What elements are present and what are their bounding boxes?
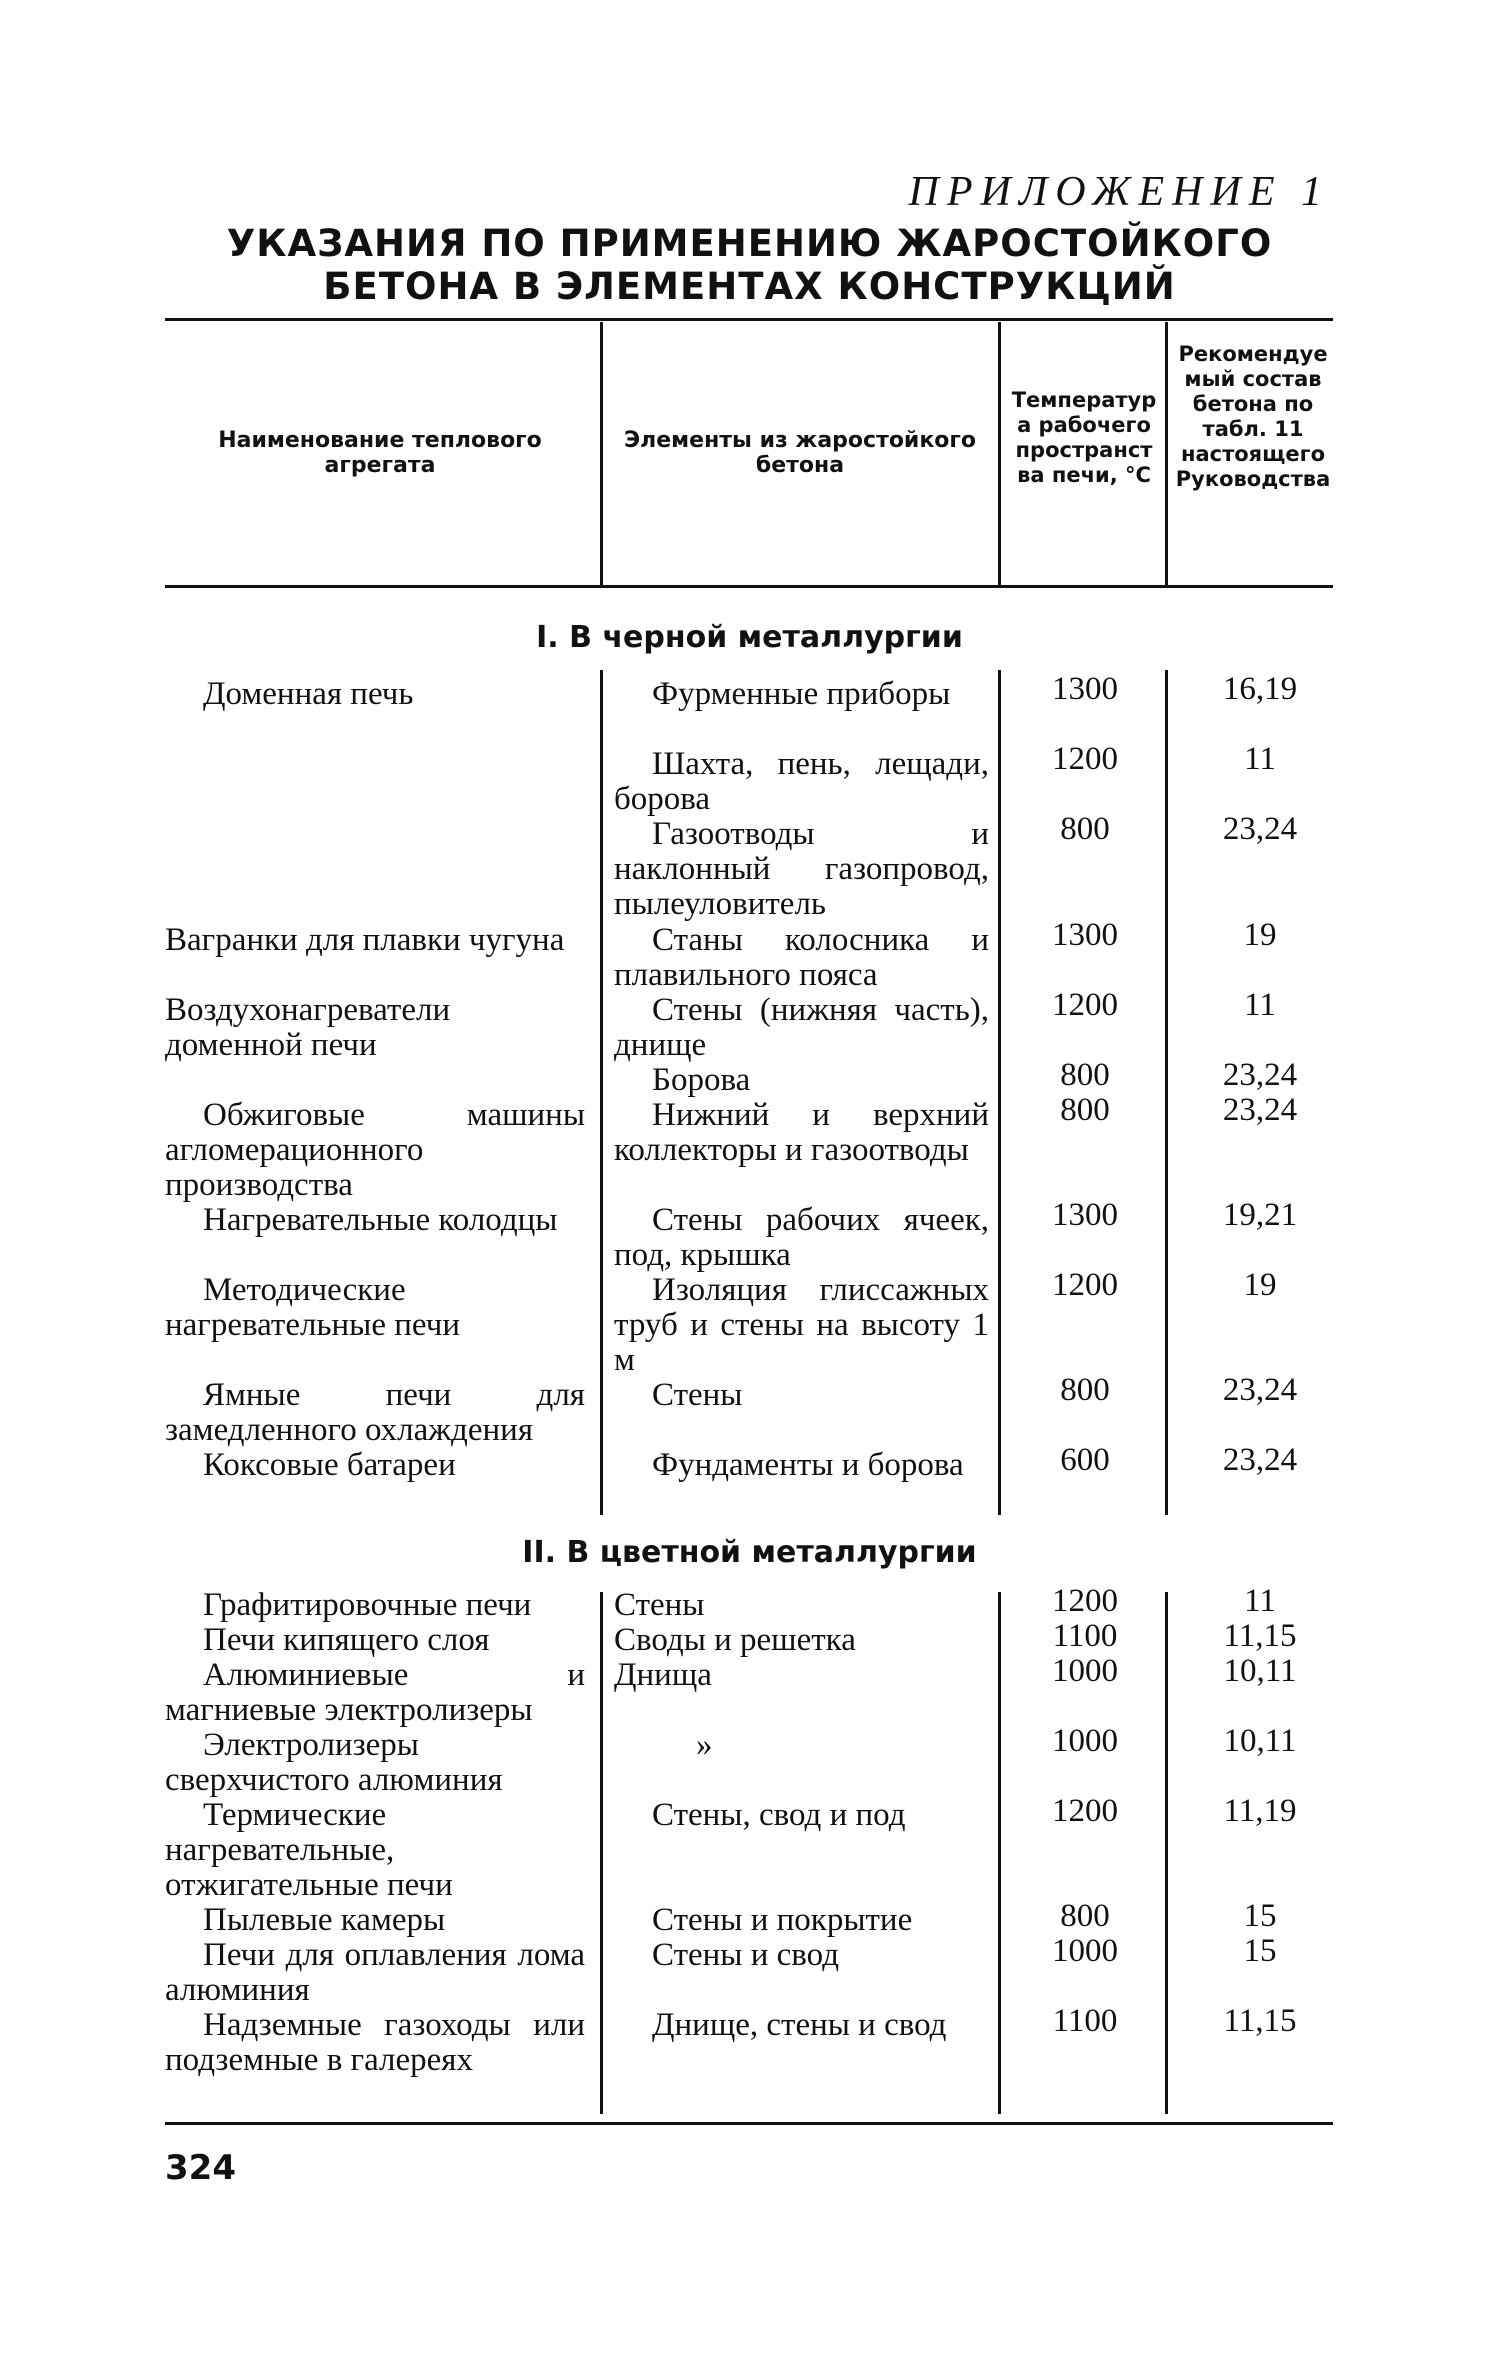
row-temperature: 1000	[1052, 1723, 1118, 1759]
row-element: Днище, стены и свод	[652, 2007, 947, 2043]
section2-divider-2	[998, 1592, 1001, 2114]
row-temperature: 1300	[1052, 1197, 1118, 1233]
row-name: Термические нагревательные, отжигательные печи	[165, 1797, 453, 1903]
row-temperature: 1100	[1052, 2003, 1118, 2039]
row-name: Воздухонагреватели доменной печи	[165, 992, 451, 1063]
section2-divider-1	[600, 1592, 603, 2114]
section1-divider-2	[998, 670, 1001, 1515]
row-composition: 23,24	[1222, 811, 1298, 847]
row-element: Изоляция глиссажных труб и стены на высоту 1 м	[614, 1272, 989, 1378]
row-composition: 15	[1243, 1898, 1277, 1934]
row-temperature: 1200	[1052, 1267, 1118, 1303]
row-temperature: 1200	[1052, 987, 1118, 1023]
row-composition: 11	[1244, 1583, 1276, 1619]
appendix-label: ПРИЛОЖЕНИЕ 1	[908, 169, 1330, 215]
row-element: Фурменные приборы	[652, 676, 951, 712]
row-name: Электролизеры сверхчистого алюминия	[165, 1727, 503, 1798]
row-name: Печи кипящего слоя	[203, 1622, 490, 1658]
column-header-elements: Элементы из жаростойкого бетона	[623, 428, 977, 478]
section1-divider-1	[600, 670, 603, 1515]
row-temperature: 1000	[1052, 1653, 1118, 1689]
row-composition: 23,24	[1222, 1372, 1298, 1408]
row-composition: 15	[1243, 1933, 1277, 1969]
row-composition: 19,21	[1222, 1197, 1298, 1233]
row-name: Алюминиевые и магниевые электролизеры	[165, 1657, 585, 1728]
row-temperature: 1000	[1052, 1933, 1118, 1969]
row-temperature: 800	[1060, 1057, 1110, 1093]
header-divider-2	[998, 322, 1001, 585]
page-title-line1: УКАЗАНИЯ ПО ПРИМЕНЕНИЮ ЖАРОСТОЙКОГО	[226, 222, 1273, 265]
row-element: Стены	[652, 1377, 743, 1413]
row-composition: 11,15	[1223, 2003, 1297, 2039]
page-number: 324	[165, 2148, 236, 2188]
row-temperature: 1300	[1052, 671, 1118, 707]
row-composition: 23,24	[1222, 1442, 1298, 1478]
row-element: Своды и решетка	[614, 1622, 856, 1658]
row-element: Стены и покрытие	[652, 1902, 913, 1938]
row-element: Фундаменты и борова	[652, 1447, 964, 1483]
row-element: Нижний и верхний коллекторы и газоотводы	[614, 1097, 989, 1168]
row-element: Днища	[614, 1657, 712, 1693]
header-divider-3	[1165, 322, 1168, 585]
row-element: Стены	[614, 1587, 705, 1623]
table-header-rule	[165, 585, 1333, 588]
row-element: Газоотводы и наклонный газопровод, пылеуловитель	[614, 816, 989, 922]
header-divider-1	[600, 322, 603, 585]
row-element: Стены, свод и под	[652, 1797, 906, 1833]
column-header-name: Наименование теплового агрегата	[218, 428, 542, 478]
row-element: Станы колосника и плавильного пояса	[614, 922, 989, 993]
row-element: Стены и свод	[652, 1937, 839, 1973]
row-name: Доменная печь	[203, 676, 414, 712]
table-top-rule	[165, 318, 1333, 321]
row-temperature: 800	[1060, 811, 1110, 847]
column-header-temperature: Температура рабочего пространства печи, °С	[1011, 388, 1157, 487]
row-name: Печи для оплавления лома алюминия	[165, 1937, 585, 2008]
row-temperature: 1200	[1052, 1793, 1118, 1829]
row-name: Надземные газоходы или подземные в галереях	[165, 2007, 585, 2078]
section-title-ferrous: I. В черной металлургии	[536, 620, 963, 655]
section2-divider-3	[1165, 1592, 1168, 2114]
row-element: Стены рабочих ячеек, под, крышка	[614, 1202, 989, 1273]
row-composition: 19	[1243, 1267, 1277, 1303]
row-element: Стены (нижняя часть), днище	[614, 992, 989, 1063]
row-name: Ямные печи для замедленного охлаждения	[165, 1377, 585, 1448]
row-temperature: 1100	[1052, 1618, 1118, 1654]
row-composition: 11,19	[1223, 1793, 1297, 1829]
row-temperature: 600	[1060, 1442, 1110, 1478]
row-temperature: 1300	[1052, 917, 1118, 953]
row-temperature: 800	[1060, 1372, 1110, 1408]
section-title-nonferrous: II. В цветной металлургии	[522, 1535, 977, 1570]
row-element: Борова	[652, 1062, 751, 1098]
table-bottom-rule	[165, 2122, 1333, 2125]
section1-divider-3	[1165, 670, 1168, 1515]
row-temperature: 800	[1060, 1092, 1110, 1128]
row-temperature: 800	[1060, 1898, 1110, 1934]
row-name: Обжиговые машины агломерационного производства	[165, 1097, 585, 1203]
page-title-line2: БЕТОНА В ЭЛЕМЕНТАХ КОНСТРУКЦИЙ	[323, 265, 1176, 308]
row-composition: 10,11	[1223, 1723, 1297, 1759]
row-temperature: 1200	[1052, 1583, 1118, 1619]
column-header-composition: Рекомендуемый состав бетона по табл. 11 настоящего Руководства	[1175, 342, 1331, 491]
row-composition: 16,19	[1222, 671, 1298, 707]
row-temperature: 1200	[1052, 741, 1118, 777]
row-composition: 11	[1244, 741, 1276, 777]
row-name: Методические нагревательные печи	[165, 1272, 460, 1343]
row-name: Нагревательные колодцы	[203, 1202, 558, 1238]
row-name: Коксовые батареи	[203, 1447, 456, 1483]
row-name: Графитировочные печи	[203, 1587, 532, 1623]
row-element: Шахта, пень, лещади, борова	[614, 746, 989, 817]
row-composition: 10,11	[1223, 1653, 1297, 1689]
row-composition: 11,15	[1223, 1618, 1297, 1654]
row-composition: 23,24	[1222, 1092, 1298, 1128]
row-composition: 19	[1243, 917, 1277, 953]
row-composition: 23,24	[1222, 1057, 1298, 1093]
row-name: Пылевые камеры	[203, 1902, 446, 1938]
row-composition: 11	[1244, 987, 1276, 1023]
row-element: »	[696, 1727, 713, 1763]
row-name: Вагранки для плавки чугуна	[165, 922, 565, 958]
